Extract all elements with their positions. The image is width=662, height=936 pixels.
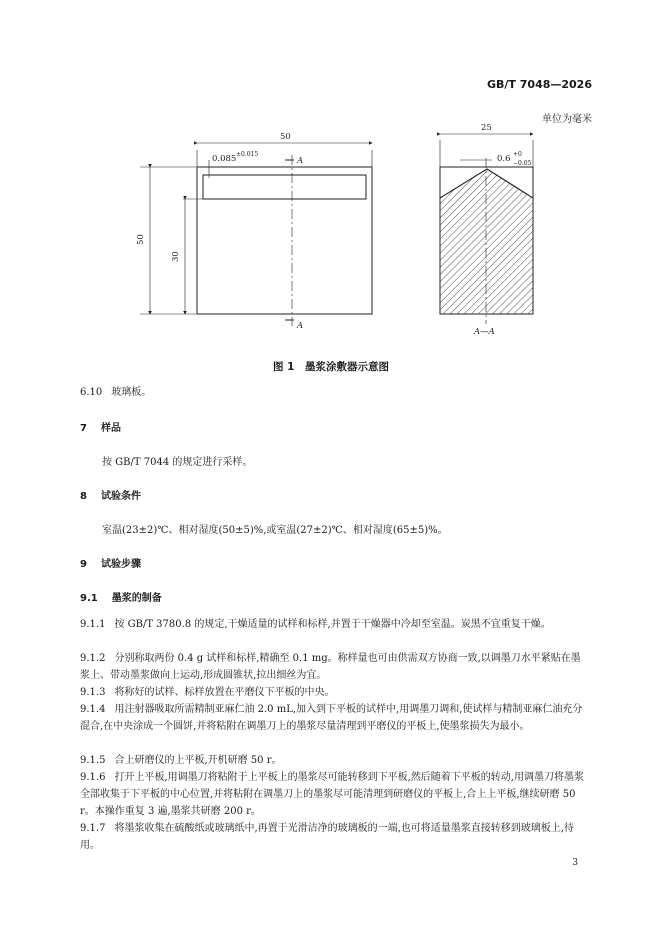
section-8-text (102, 522, 590, 539)
section-7-text (102, 454, 590, 471)
section-9-1-3 (80, 684, 590, 701)
unit-note: 单位为毫米 (542, 114, 592, 125)
section-text: 将称好的试样、标样放置在平磨仪下平板的中央。 (114, 687, 335, 698)
section-number: 9 (80, 559, 87, 570)
front-view-slot (203, 175, 366, 199)
section-a-top: A (297, 156, 304, 166)
section-text: 室温(23±2)℃、相对湿度(50±5)%,或室温(27±2)℃、相对湿度(65±5)%。 (102, 525, 448, 536)
heading-8 (80, 488, 590, 505)
section-text: 墨浆的制备 (111, 593, 162, 604)
front-view-body (197, 167, 372, 314)
section-text: 按 GB/T 7044 的规定进行采样。 (102, 457, 253, 468)
dim-height-30: 30 (171, 251, 181, 262)
section-9-1-2 (80, 650, 590, 684)
dim-width-25: 25 (481, 123, 492, 133)
section-number: 7 (80, 423, 87, 434)
applicator-diagram (0, 0, 662, 360)
dim-depth-sup: +0 (513, 151, 522, 158)
heading-9 (80, 556, 590, 573)
section-number: 9.1.6 (80, 772, 106, 783)
section-number: 9.1.3 (80, 687, 106, 698)
section-number: 9.1.5 (80, 755, 106, 766)
section-text: 试验条件 (100, 491, 141, 502)
section-text: 样品 (100, 423, 121, 434)
dim-tol-sup: ±0.015 (236, 151, 259, 158)
section-number: 8 (80, 491, 87, 502)
section-9-1-7 (80, 820, 590, 854)
section-text: 将墨浆收集在硫酸纸或玻璃纸中,再置于光滑洁净的玻璃板的一端,也可将适量墨浆直接转移到玻璃板上,待用。 (80, 823, 574, 851)
dim-width-50: 50 (280, 132, 291, 142)
page-number: 3 (572, 858, 578, 868)
heading-9-1 (80, 590, 590, 607)
section-9-1-4 (80, 701, 590, 735)
standard-number: GB/T 7048—2026 (487, 78, 592, 91)
dim-depth-sub: −0.05 (513, 160, 532, 167)
section-6-10 (80, 384, 590, 401)
dim-height-50: 50 (136, 234, 146, 245)
dim-depth-base: 0.6 (497, 154, 511, 164)
section-number: 9.1.4 (80, 704, 106, 715)
section-text: 合上研磨仪的上平板,开机研磨 50 r。 (114, 755, 282, 766)
section-text: 打开上平板,用调墨刀将粘附于上平板上的墨浆尽可能转移到下平板,然后随着下平板的转动,用调墨刀将墨浆全部收集于下平板的中心位置,并将粘附在调墨刀上的墨浆尽可能清理到研磨仪的平板上,合上上平板,继续研磨 50 r。本操作重复 3 遍,墨浆共研磨 200 r。 (80, 772, 584, 817)
section-text: 玻璃板。 (111, 387, 152, 398)
section-number: 9.1.2 (80, 653, 106, 664)
figure-caption: 图 1 墨浆涂敷器示意图 (273, 361, 389, 373)
section-label: A—A (474, 327, 495, 337)
section-text: 用注射器吸取所需精制亚麻仁油 2.0 mL,加入到下平板的试样中,用调墨刀调和,使试样与精制亚麻仁油充分混合,在中央涂成一个圆饼,并将粘附在调墨刀上的墨浆尽量清理到平磨仪的平板上,使墨浆损失为最小。 (80, 704, 583, 732)
dim-tol-base: 0.085 (212, 154, 237, 164)
section-number: 9.1.1 (80, 619, 106, 630)
section-9-1-6 (80, 769, 590, 820)
heading-7 (80, 420, 590, 437)
section-text: 分别称取两份 0.4 g 试样和标样,精确至 0.1 mg。称样量也可由供需双方协商一致,以调墨刀水平紧贴在墨浆上、带动墨浆做向上运动,形成圆锥状,拉出细丝为宜。 (80, 653, 581, 681)
section-number: 6.10 (80, 387, 103, 398)
section-text: 试验步骤 (100, 559, 141, 570)
section-number: 9.1 (80, 593, 98, 604)
section-text: 按 GB/T 3780.8 的规定,干燥适量的试样和标样,并置于干燥器中冷却至室温。炭黑不宜重复干燥。 (114, 619, 551, 630)
section-9-1-5 (80, 752, 590, 769)
section-a-bottom: A (297, 321, 304, 331)
section-9-1-1 (80, 616, 590, 633)
section-number: 9.1.7 (80, 823, 106, 834)
